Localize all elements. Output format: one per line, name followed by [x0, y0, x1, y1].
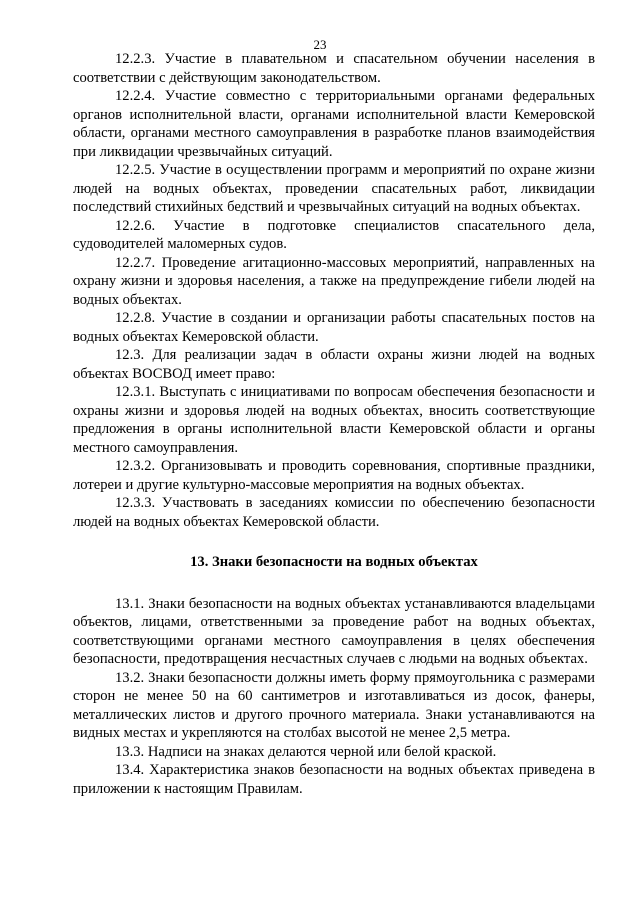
clause-13-2: 13.2. Знаки безопасности должны иметь форму прямоугольника с размерами сторон не менее 50 на 60 сантиметров и изготавливаться из досок, фанеры, металлических листов и другого прочного материала. Знаки устанавливаются на видных местах и укрепляются на столбах высотой не менее 2,5 метра. — [73, 669, 595, 741]
clause-12-2-6: 12.2.6. Участие в подготовке специалистов спасательного дела, судоводителей маломерных судов. — [73, 217, 595, 252]
clause-13-1: 13.1. Знаки безопасности на водных объектах устанавливаются владельцами объектов, лицами, ответственными за проведение работ на водных объектах, соответствующими органами местного самоуправления в целях обеспечения безопасности, предотвращения несчастных случаев с людьми на водных объектах. — [73, 595, 595, 667]
page-number: 23 — [313, 37, 327, 52]
clause-13-3: 13.3. Надписи на знаках делаются черной или белой краской. — [115, 743, 497, 760]
clause-12-2-3: 12.2.3. Участие в плавательном и спасательном обучении населения в соответствии с действующим законодательством. — [73, 51, 595, 86]
clause-12-3: 12.3. Для реализации задач в области охраны жизни людей на водных объектах ВОСВОД имеет право: — [73, 347, 595, 382]
clause-13-4: 13.4. Характеристика знаков безопасности на водных объектах приведена в приложении к настоящим Правилам. — [73, 762, 595, 797]
clause-12-2-4: 12.2.4. Участие совместно с территориальными органами федеральных органов исполнительной власти, органами исполнительной власти Кемеровской области, органами местного самоуправления в разработке планов взаимодействия при ликвидации чрезвычайных ситуаций. — [73, 88, 595, 160]
clause-12-3-3: 12.3.3. Участвовать в заседаниях комиссии по обеспечению безопасности людей на водных объектах Кемеровской области. — [73, 495, 595, 530]
section-heading: 13. Знаки безопасности на водных объектах — [190, 554, 478, 570]
clause-12-2-7: 12.2.7. Проведение агитационно-массовых мероприятий, направленных на охрану жизни и здоровья населения, а также на предупреждение гибели людей на водных объектах. — [73, 254, 595, 308]
document-body — [73, 50, 595, 798]
clause-12-2-8: 12.2.8. Участие в создании и организации работы спасательных постов на водных объектах Кемеровской области. — [73, 310, 595, 345]
clause-12-3-2: 12.3.2. Организовывать и проводить соревнования, спортивные праздники, лотереи и другие культурно-массовые мероприятия на водных объектах. — [73, 458, 595, 493]
clause-12-3-1: 12.3.1. Выступать с инициативами по вопросам обеспечения безопасности и охраны жизни и здоровья людей на водных объектах, вносить соответствующие предложения в органы исполнительной власти Кемеровской области и органы местного самоуправления. — [73, 384, 595, 456]
clause-12-2-5: 12.2.5. Участие в осуществлении программ и мероприятий по охране жизни людей на водных объектах, проведении спасательных работ, ликвидации последствий стихийных бедствий и чрезвычайных ситуаций на водных объектах. — [73, 162, 595, 215]
